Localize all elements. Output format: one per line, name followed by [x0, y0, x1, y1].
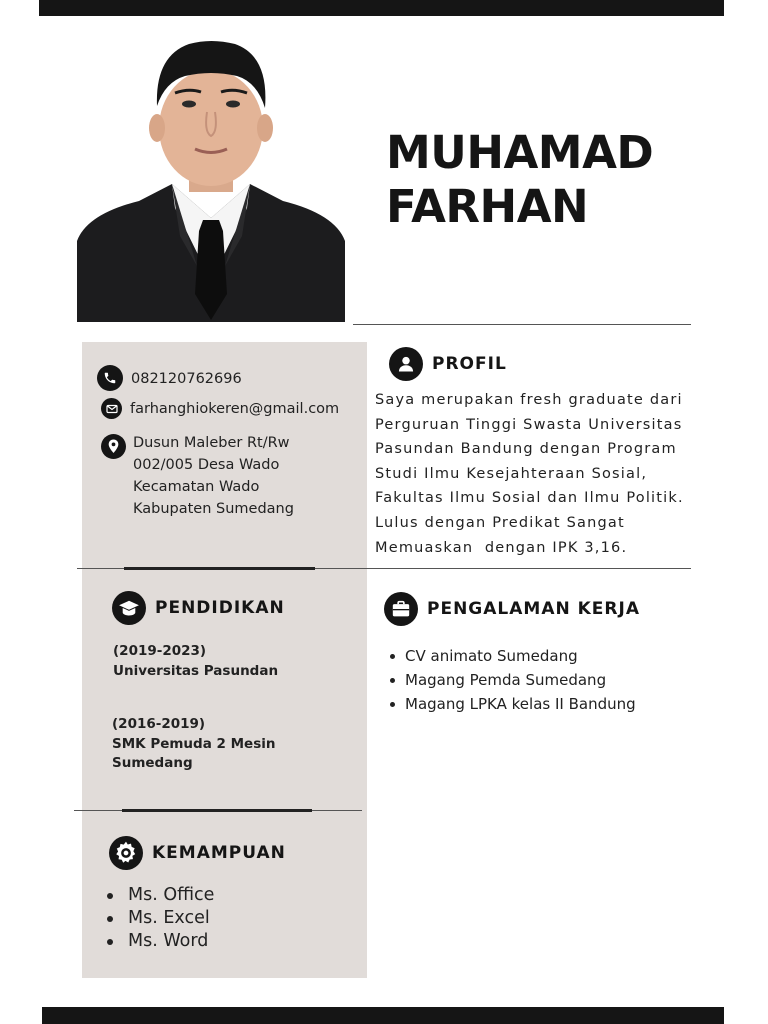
experience-heading	[384, 592, 640, 626]
bottom-bar	[42, 1007, 724, 1024]
profile-line: Perguruan Tinggi Swasta Universitas	[375, 416, 683, 433]
sidebar-accent-divider	[124, 567, 315, 570]
phone-number: 082120762696	[131, 371, 242, 387]
phone-icon	[97, 365, 123, 391]
skills-heading	[109, 836, 286, 870]
education-school: Universitas Pasundan	[113, 662, 279, 679]
education-school: Sumedang	[112, 755, 193, 771]
skills-list	[105, 884, 214, 953]
list-item: Ms. Office	[105, 884, 214, 907]
address-line: Dusun Maleber Rt/Rw	[133, 435, 290, 451]
profile-line: Saya merupakan fresh graduate dari	[375, 392, 683, 408]
header-divider	[353, 324, 691, 325]
education-years: (2019-2023)	[113, 643, 207, 659]
profile-line: Lulus dengan Predikat Sangat	[375, 514, 625, 531]
profile-line: Memuaskan dengan IPK 3,16.	[375, 539, 628, 556]
top-bar	[39, 0, 724, 16]
education-title: PENDIDIKAN	[155, 598, 285, 618]
profile-line: Fakultas Ilmu Sosial dan Ilmu Politik.	[375, 490, 684, 507]
profile-heading	[389, 347, 507, 381]
experience-title: PENGALAMAN KERJA	[427, 599, 640, 619]
sidebar-accent-divider	[122, 809, 312, 812]
contact-email	[101, 398, 339, 421]
list-item: CV animato Sumedang	[388, 644, 636, 668]
contact-address	[101, 432, 294, 520]
profile-photo	[77, 36, 345, 322]
skills-title: KEMAMPUAN	[152, 843, 286, 863]
address-line: Kecamatan Wado	[133, 479, 260, 495]
location-pin-icon	[101, 434, 126, 459]
education-heading	[112, 591, 285, 625]
name-line-2: FARHAN	[386, 180, 589, 233]
user-icon	[389, 347, 423, 381]
list-item: Ms. Excel	[105, 907, 214, 930]
address-line: 002/005 Desa Wado	[133, 457, 280, 473]
profile-line: Pasundan Bandung dengan Program	[375, 441, 677, 458]
candidate-name	[386, 126, 653, 234]
profile-summary	[375, 388, 750, 560]
contact-phone	[97, 365, 242, 393]
address-text	[133, 432, 294, 520]
address-line: Kabupaten Sumedang	[133, 501, 294, 517]
education-entry	[112, 715, 275, 774]
experience-list	[388, 644, 636, 716]
email-address: farhanghiokeren@gmail.com	[130, 401, 340, 417]
profile-line: Studi Ilmu Kesejahteraan Sosial,	[375, 465, 648, 482]
education-years: (2016-2019)	[112, 716, 206, 732]
list-item: Magang Pemda Sumedang	[388, 668, 636, 692]
name-line-1: MUHAMAD	[386, 126, 654, 179]
education-entry	[113, 642, 278, 681]
profile-title: PROFIL	[432, 354, 507, 374]
list-item: Magang LPKA kelas II Bandung	[388, 692, 636, 716]
briefcase-icon	[384, 592, 418, 626]
gear-icon	[109, 836, 143, 870]
email-icon	[101, 398, 122, 419]
list-item: Ms. Word	[105, 930, 214, 953]
education-school: SMK Pemuda 2 Mesin	[112, 735, 276, 752]
graduation-cap-icon	[112, 591, 146, 625]
